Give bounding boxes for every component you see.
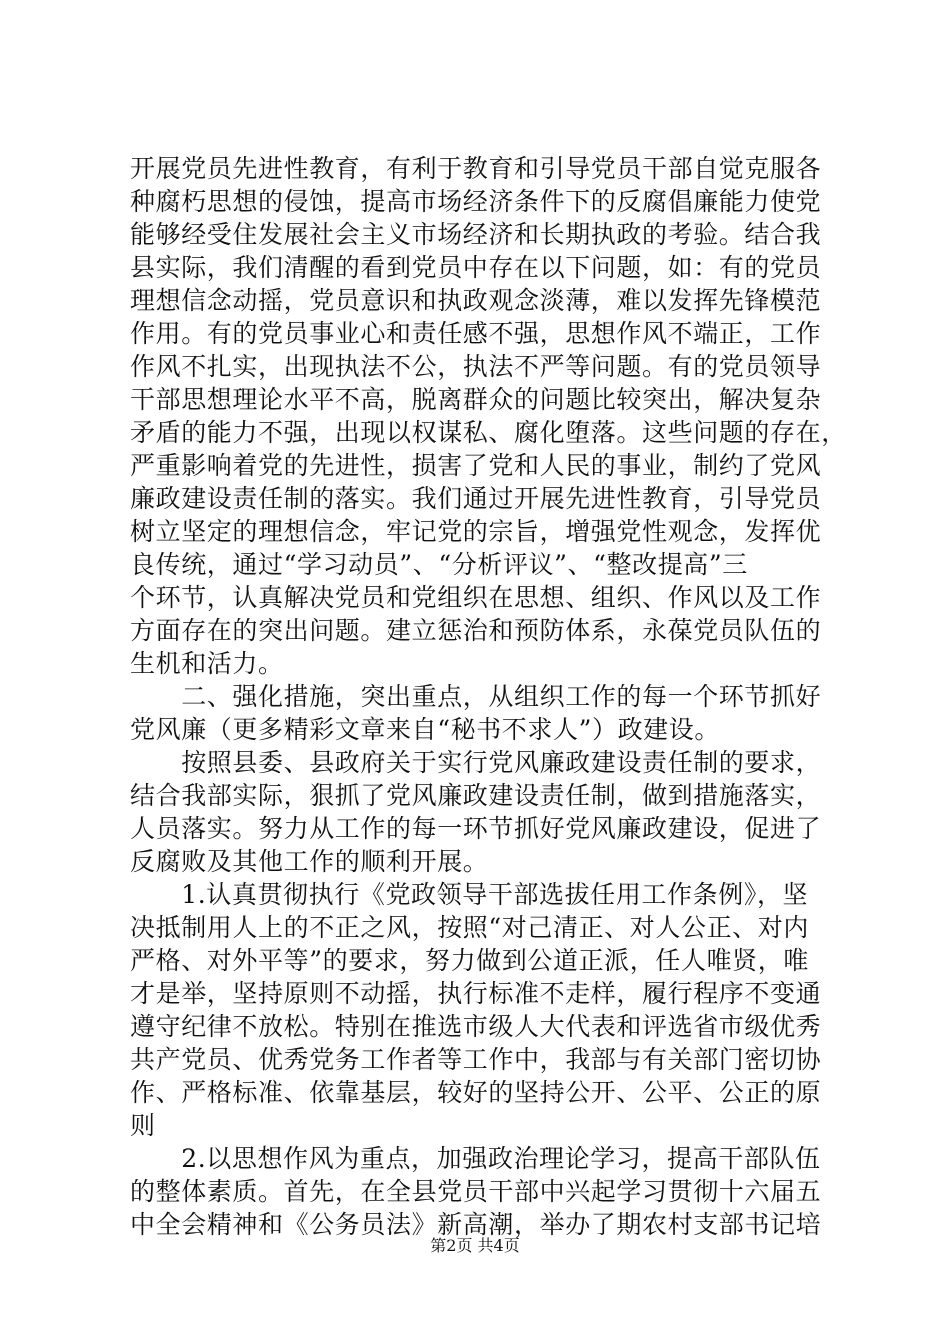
text-line: 良传统，通过“学习动员”、“分析评议”、“整改提高”三 [130,550,748,579]
text-line: 理想信念动摇，党员意识和执政观念淡薄，难以发挥先锋模范 [130,286,822,315]
text-line: 廉政建设责任制的落实。我们通过开展先进性教育，引导党员 [130,484,822,513]
text-line: 种腐朽思想的侵蚀，提高市场经济条件下的反腐倡廉能力使党 [130,187,822,216]
text-line: 按照县委、县政府关于实行党风廉政建设责任制的要求， [130,748,822,777]
text-line: 才是举，坚持原则不动摇，执行标准不走样，履行程序不变通 [130,979,822,1008]
text-line: 开展党员先进性教育，有利于教育和引导党员干部自觉克服各 [130,154,822,183]
text-line: 能够经受住发展社会主义市场经济和长期执政的考验。结合我 [130,220,822,249]
text-line: 的整体素质。首先，在全县党员干部中兴起学习贯彻十六届五 [130,1177,822,1206]
text-line: 矛盾的能力不强，出现以权谋私、腐化堕落。这些问题的存在， [130,418,847,447]
text-line: 个环节，认真解决党员和党组织在思想、组织、作风以及工作 [130,583,822,612]
text-line: 干部思想理论水平不高，脱离群众的问题比较突出，解决复杂 [130,385,822,414]
text-line: 作风不扎实，出现执法不公，执法不严等问题。有的党员领导 [130,352,822,381]
text-line: 作、严格标准、依靠基层，较好的坚持公开、公平、公正的原 [130,1078,822,1107]
text-line: 严格、对外平等”的要求，努力做到公道正派，任人唯贤，唯 [130,946,809,975]
text-line: 反腐败及其他工作的顺利开展。 [130,847,489,876]
text-line: 严重影响着党的先进性，损害了党和人民的事业，制约了党风 [130,451,822,480]
text-line: 共产党员、优秀党务工作者等工作中，我部与有关部门密切协 [130,1045,822,1074]
text-line: 1.认真贯彻执行《党政领导干部选拔任用工作条例》，坚 [130,880,809,909]
text-line: 人员落实。努力从工作的每一环节抓好党风廉政建设，促进了 [130,814,822,843]
text-line: 2.以思想作风为重点，加强政治理论学习，提高干部队伍 [130,1144,821,1173]
page-footer: 第2页 共4页 [430,1236,520,1255]
text-line: 二、强化措施，突出重点，从组织工作的每一个环节抓好 [130,682,822,711]
document-body [130,152,847,1241]
text-line: 生机和活力。 [130,649,284,678]
text-line: 则 [130,1111,156,1140]
text-line: 遵守纪律不放松。特别在推选市级人大代表和评选省市级优秀 [130,1012,822,1041]
text-line: 方面存在的突出问题。建立惩治和预防体系，永葆党员队伍的 [130,616,822,645]
text-line: 树立坚定的理想信念，牢记党的宗旨，增强党性观念，发挥优 [130,517,822,546]
text-line: 党风廉（更多精彩文章来自“秘书不求人”）政建设。 [130,715,720,744]
text-line: 决抵制用人上的不正之风，按照“对己清正、对人公正、对内 [130,913,809,942]
text-line: 县实际，我们清醒的看到党员中存在以下问题，如：有的党员 [130,253,822,282]
text-line: 结合我部实际，狠抓了党风廉政建设责任制，做到措施落实， [130,781,822,810]
text-line: 中全会精神和《公务员法》新高潮，举办了期农村支部书记培 [130,1210,822,1239]
text-line: 作用。有的党员事业心和责任感不强，思想作风不端正，工作 [130,319,822,348]
